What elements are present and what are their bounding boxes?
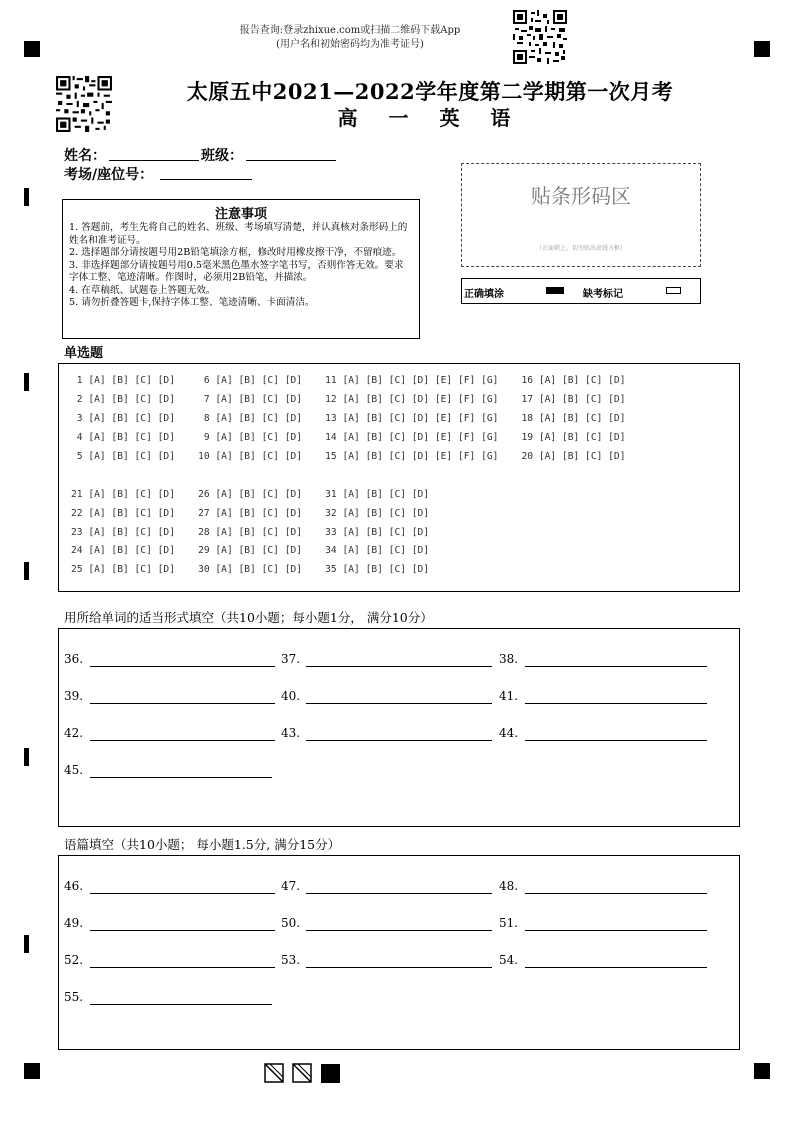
- notice-heading: 注意事项: [214, 207, 267, 222]
- corner-mark-bottom-right: [754, 1063, 770, 1079]
- answer-line[interactable]: [306, 893, 492, 894]
- answer-line[interactable]: [90, 666, 275, 667]
- exam-title: 太原五中2021—2022学年度第二学期第一次月考: [186, 79, 674, 104]
- barcode-hint: （正面朝上，切勿贴出虚线方框）: [535, 245, 626, 252]
- answer-line[interactable]: [306, 703, 492, 704]
- question-number: 40.: [281, 689, 301, 703]
- mc-row[interactable]: 3 [A] [B] [C] [D] 8 [A] [B] [C] [D] 13 [A] [B] [C] [D] [E] [F] [G] 18 [A] [B] [C] [D]: [71, 413, 626, 424]
- question-number: 44.: [499, 726, 519, 740]
- answer-line[interactable]: [525, 703, 707, 704]
- report-query-note: [200, 24, 500, 52]
- question-number: 52.: [64, 953, 84, 967]
- timing-mark: [24, 935, 29, 953]
- answer-line[interactable]: [90, 740, 275, 741]
- answer-line[interactable]: [90, 930, 275, 931]
- question-number: 48.: [499, 879, 519, 893]
- report-query-line2: (用户名和初始密码均为准考证号): [276, 39, 424, 50]
- report-query-line1: 报告查询:登录zhixue.com或扫描二维码下载App: [239, 25, 461, 36]
- name-label: 姓名：: [64, 148, 106, 164]
- mc-title: 单选题: [64, 346, 104, 361]
- answer-line[interactable]: [525, 740, 707, 741]
- notice-item: 3. 非选择题部分请按题号用0.5毫米黑色墨水签字笔书写，否则作答无效。要求字体工整、笔迹清晰。作图时，必须用2B铅笔，并描浓。: [69, 259, 404, 283]
- answer-line[interactable]: [90, 967, 275, 968]
- question-number: 55.: [64, 990, 84, 1004]
- barcode-label: 贴条形码区: [531, 184, 631, 208]
- notice-item: 5. 请勿折叠答题卡,保持字体工整、笔迹清晰、卡面清洁。: [69, 297, 315, 308]
- answer-line[interactable]: [306, 930, 492, 931]
- mc-row[interactable]: 4 [A] [B] [C] [D] 9 [A] [B] [C] [D] 14 [A] [B] [C] [D] [E] [F] [G] 19 [A] [B] [C] [D]: [71, 432, 626, 443]
- absent-mark-checkbox[interactable]: [666, 287, 681, 294]
- notice-item: 2. 选择题部分请按题号用2B铅笔填涂方框，修改时用橡皮擦干净，不留痕迹。: [69, 247, 402, 258]
- answer-line[interactable]: [525, 930, 707, 931]
- question-number: 49.: [64, 916, 84, 930]
- corner-mark-bottom-left: [24, 1063, 40, 1079]
- mc-row[interactable]: 25 [A] [B] [C] [D] 30 [A] [B] [C] [D] 35 [A] [B] [C] [D]: [71, 564, 430, 575]
- section3-box: [58, 855, 740, 1050]
- question-number: 54.: [499, 953, 519, 967]
- notice-box: [62, 199, 420, 339]
- question-number: 37.: [281, 652, 301, 666]
- answer-line[interactable]: [525, 967, 707, 968]
- fill-legend: [461, 278, 701, 304]
- question-number: 42.: [64, 726, 84, 740]
- answer-line[interactable]: [306, 666, 492, 667]
- correct-fill-sample: [546, 287, 564, 294]
- timing-mark: [24, 373, 29, 391]
- mc-row[interactable]: 21 [A] [B] [C] [D] 26 [A] [B] [C] [D] 31 [A] [B] [C] [D]: [71, 489, 430, 500]
- question-number: 45.: [64, 763, 84, 777]
- mc-row[interactable]: 23 [A] [B] [C] [D] 28 [A] [B] [C] [D] 33 [A] [B] [C] [D]: [71, 527, 430, 538]
- question-number: 50.: [281, 916, 301, 930]
- seat-label: 考场/座位号：: [64, 167, 154, 183]
- class-label: 班级：: [201, 148, 243, 164]
- answer-line[interactable]: [525, 893, 707, 894]
- timing-mark: [24, 748, 29, 766]
- barcode-area: [461, 163, 701, 267]
- question-number: 41.: [499, 689, 519, 703]
- seat-field[interactable]: [160, 179, 252, 180]
- question-number: 43.: [281, 726, 301, 740]
- question-number: 39.: [64, 689, 84, 703]
- corner-mark-top-right: [754, 41, 770, 57]
- answer-line[interactable]: [306, 967, 492, 968]
- mc-row[interactable]: 1 [A] [B] [C] [D] 6 [A] [B] [C] [D] 11 [A] [B] [C] [D] [E] [F] [G] 16 [A] [B] [C] [D]: [71, 375, 626, 386]
- question-number: 47.: [281, 879, 301, 893]
- corner-mark-top-left: [24, 41, 40, 57]
- correct-fill-label: 正确填涂: [464, 289, 504, 300]
- question-number: 38.: [499, 652, 519, 666]
- name-field[interactable]: [109, 160, 199, 161]
- section2-box: [58, 628, 740, 827]
- mc-row[interactable]: 5 [A] [B] [C] [D] 10 [A] [B] [C] [D] 15 [A] [B] [C] [D] [E] [F] [G] 20 [A] [B] [C] [D]: [71, 451, 626, 462]
- class-field[interactable]: [246, 160, 336, 161]
- answer-line[interactable]: [90, 1004, 272, 1005]
- question-number: 51.: [499, 916, 519, 930]
- qr-code-left: [56, 76, 112, 132]
- answer-line[interactable]: [525, 666, 707, 667]
- qr-code-top: [513, 10, 567, 64]
- absent-mark-label: 缺考标记: [583, 289, 623, 300]
- timing-mark: [24, 188, 29, 206]
- mc-row[interactable]: 24 [A] [B] [C] [D] 29 [A] [B] [C] [D] 34 [A] [B] [C] [D]: [71, 545, 430, 556]
- question-number: 46.: [64, 879, 84, 893]
- mc-row[interactable]: 22 [A] [B] [C] [D] 27 [A] [B] [C] [D] 32 [A] [B] [C] [D]: [71, 508, 430, 519]
- section2-title: 用所给单词的适当形式填空（共10小题；每小题1分， 满分10分）: [64, 610, 433, 625]
- notice-item: 4. 在草稿纸、试题卷上答题无效。: [69, 284, 216, 296]
- timing-mark: [24, 562, 29, 580]
- section3-title: 语篇填空（共10小题； 每小题1.5分, 满分15分）: [64, 837, 341, 852]
- exam-subject: 高 一 英 语: [337, 106, 523, 130]
- question-number: 53.: [281, 953, 301, 967]
- answer-line[interactable]: [90, 777, 272, 778]
- question-number: 36.: [64, 652, 84, 666]
- answer-line[interactable]: [90, 893, 275, 894]
- answer-line[interactable]: [306, 740, 492, 741]
- notice-item: 1. 答题前，考生先将自己的姓名、班级、考场填写清楚，并认真核对条形码上的姓名和准考证号。: [69, 222, 408, 246]
- mc-row[interactable]: 2 [A] [B] [C] [D] 7 [A] [B] [C] [D] 12 [A] [B] [C] [D] [E] [F] [G] 17 [A] [B] [C] [D]: [71, 394, 626, 405]
- page-id-marks: [264, 1063, 344, 1083]
- answer-line[interactable]: [90, 703, 275, 704]
